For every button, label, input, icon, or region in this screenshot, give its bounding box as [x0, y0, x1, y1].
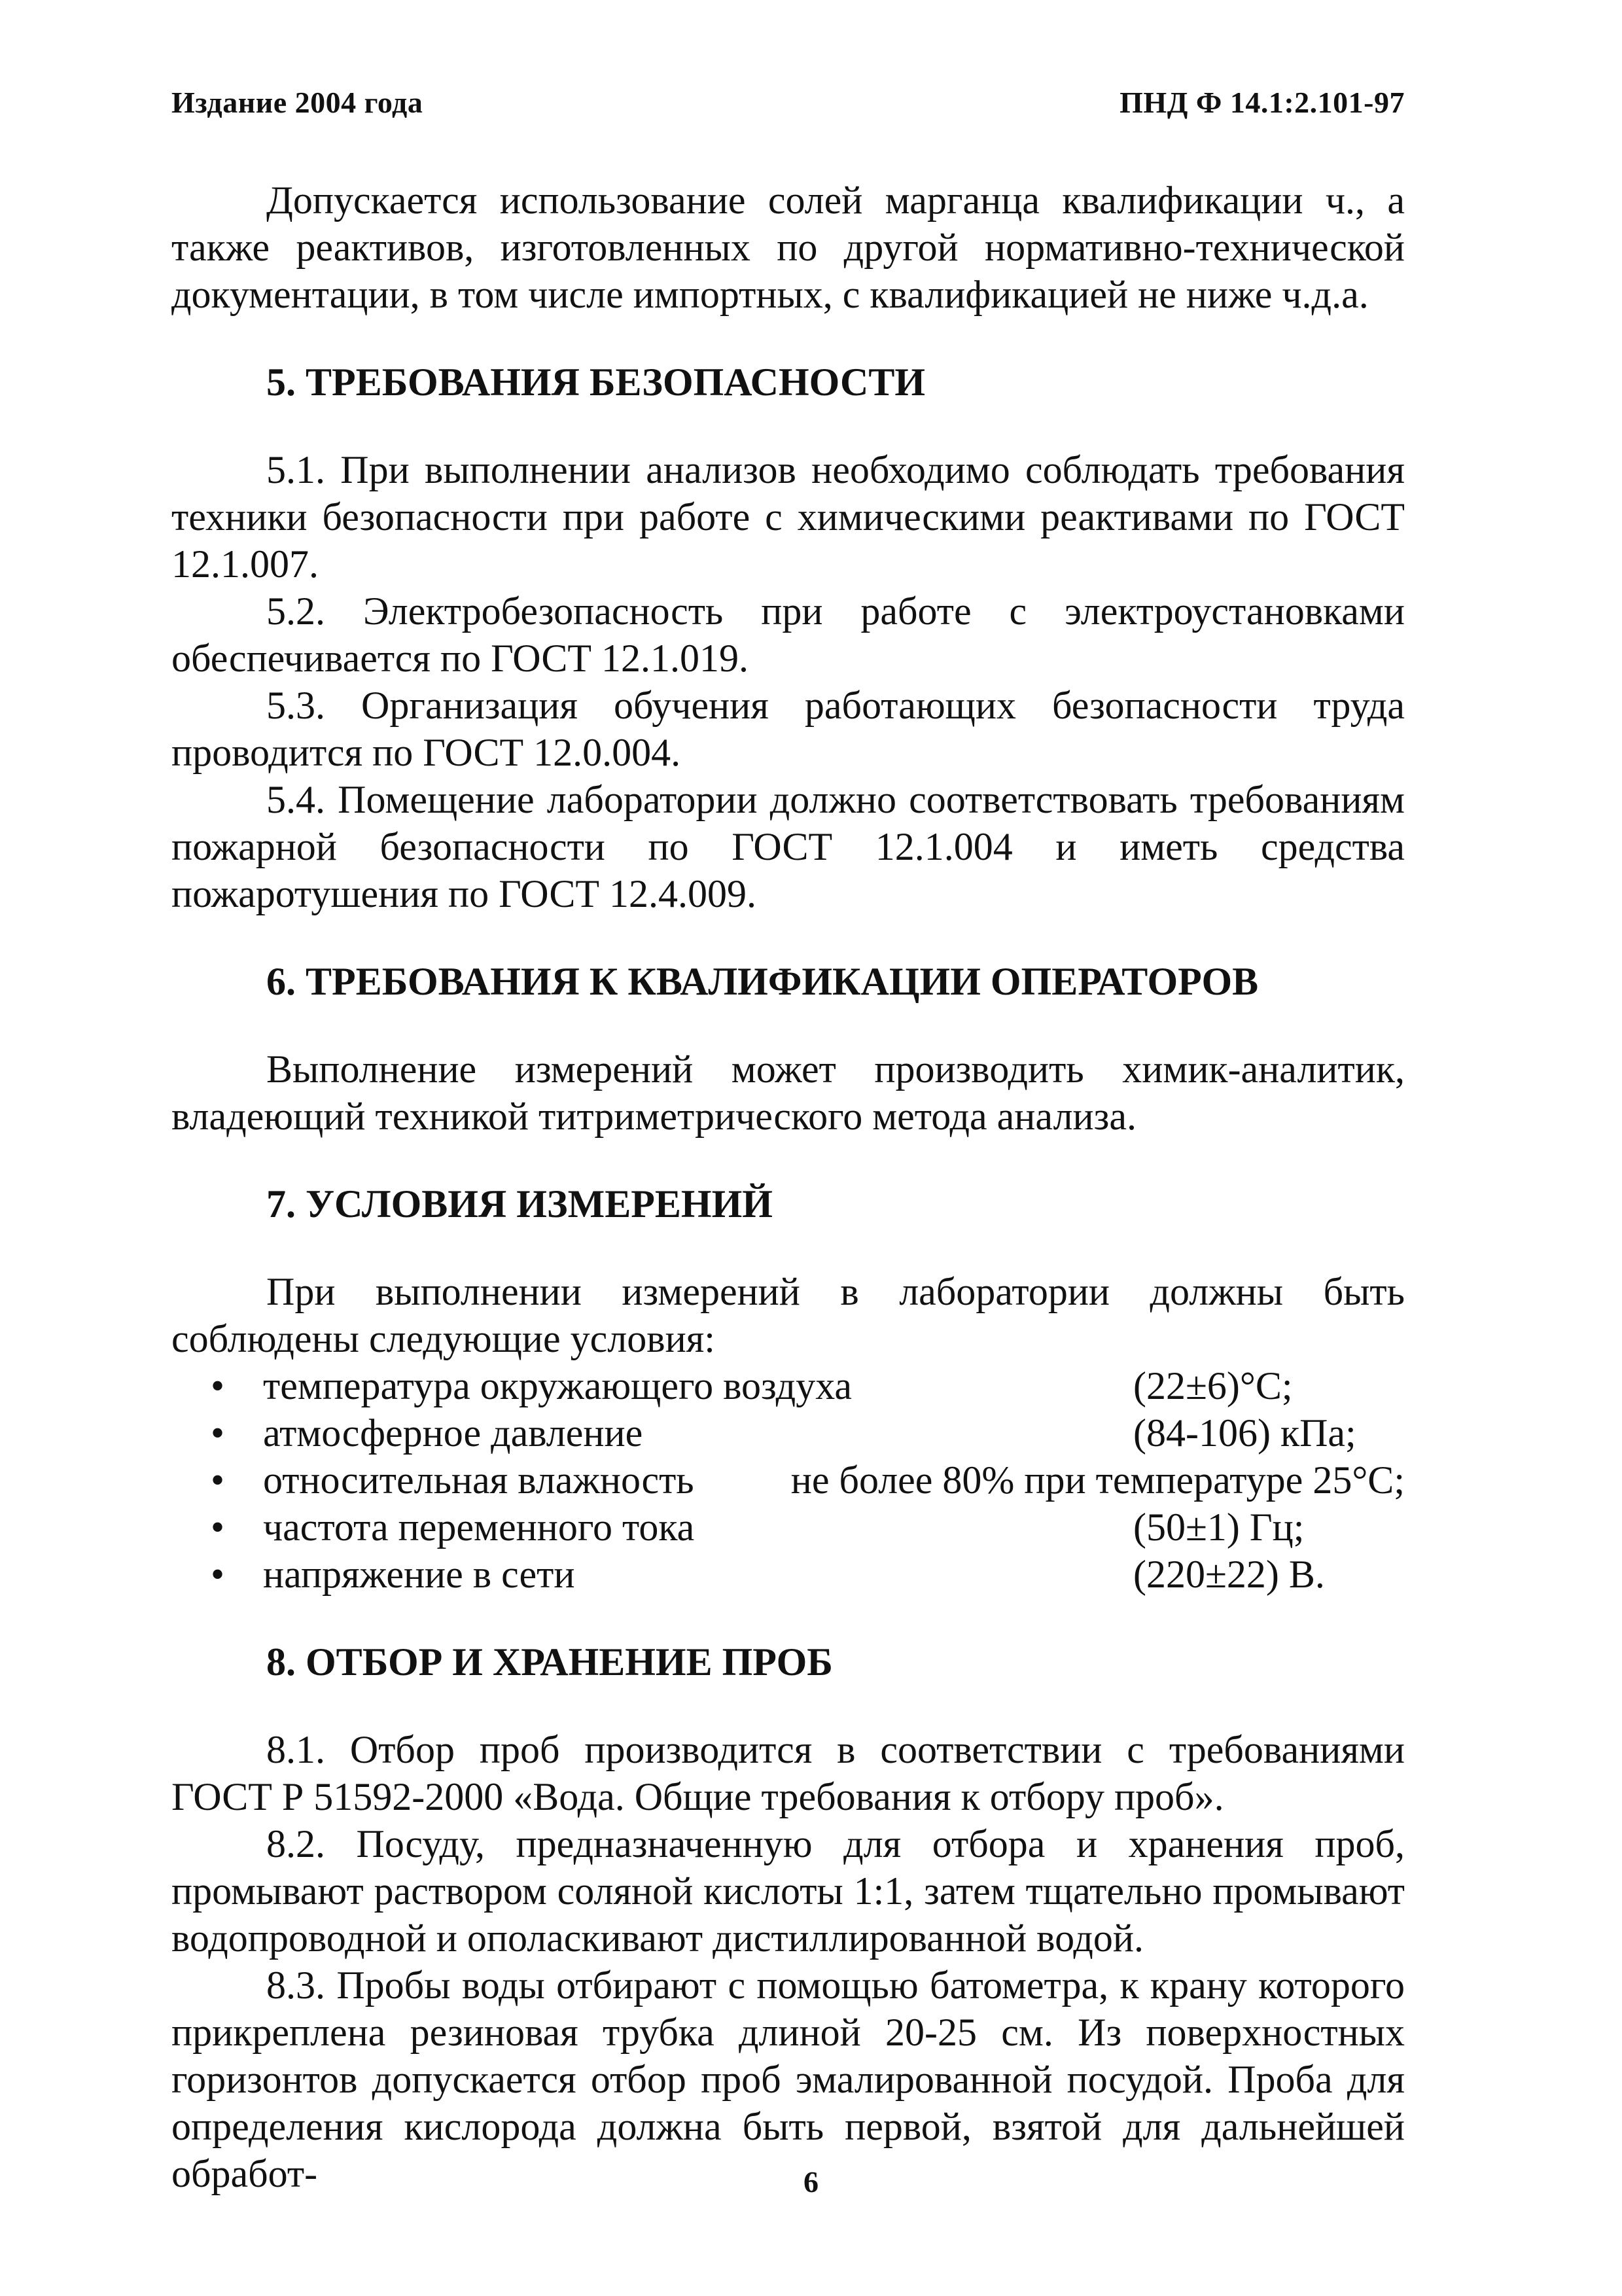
bullet-icon: •: [211, 1458, 225, 1502]
condition-label: частота переменного тока: [263, 1506, 695, 1549]
paragraph-8-1: 8.1. Отбор проб производится в соответствии с требованиями ГОСТ Р 51592-2000 «Вода. Общие требования к отбору проб».: [171, 1728, 1405, 1818]
condition-label: атмосферное давление: [263, 1411, 643, 1455]
bullet-icon: •: [211, 1364, 225, 1407]
condition-item: [171, 1362, 1405, 1409]
paragraph-5-3: 5.3. Организация обучения работающих безопасности труда проводится по ГОСТ 12.0.004.: [171, 684, 1405, 774]
bullet-icon: •: [211, 1553, 225, 1596]
condition-value: (84-106) кПа;: [1133, 1411, 1356, 1455]
section-6-title: 6. ТРЕБОВАНИЯ К КВАЛИФИКАЦИИ ОПЕРАТОРОВ: [266, 960, 1259, 1003]
paragraph-5-2: 5.2. Электробезопасность при работе с электроустановками обеспечивается по ГОСТ 12.1.019.: [171, 590, 1405, 680]
condition-item: [171, 1409, 1405, 1457]
section-8-title: 8. ОТБОР И ХРАНЕНИЕ ПРОБ: [266, 1640, 833, 1684]
edition-label: Издание 2004 года: [171, 86, 423, 119]
page-number: 6: [803, 2165, 819, 2199]
section-7-title: 7. УСЛОВИЯ ИЗМЕРЕНИЙ: [266, 1182, 773, 1226]
condition-value: (50±1) Гц;: [1133, 1506, 1305, 1549]
condition-label: температура окружающего воздуха: [263, 1364, 853, 1407]
paragraph-8-3: 8.3. Пробы воды отбирают с помощью батометра, к крану которого прикреплена резиновая трубка длиной 20-25 см. Из поверхностных горизонтов допускается отбор проб эмалированной посудой. Проба для определения кислорода должна быть первой, взятой для дальнейшей обработ-: [171, 1964, 1405, 2195]
paragraph-5-4: 5.4. Помещение лаборатории должно соответствовать требованиям пожарной безопасности по ГОСТ 12.1.004 и иметь средства пожаротушения по ГОСТ 12.4.009.: [171, 778, 1405, 915]
paragraph-8-2: 8.2. Посуду, предназначенную для отбора и хранения проб, промывают раствором соляной кислоты 1:1, затем тщательно промывают водопроводной и ополаскивают дистиллированной водой.: [171, 1822, 1405, 1960]
paragraph-7: При выполнении измерений в лаборатории должны быть соблюдены следующие условия:: [171, 1270, 1405, 1360]
condition-item: [171, 1551, 1405, 1598]
condition-value: (22±6)°С;: [1133, 1364, 1293, 1407]
condition-value: (220±22) В.: [1133, 1553, 1325, 1596]
condition-item: [171, 1504, 1405, 1551]
condition-item: [171, 1457, 1405, 1504]
section-5-title: 5. ТРЕБОВАНИЯ БЕЗОПАСНОСТИ: [266, 361, 926, 404]
document-code: ПНД Ф 14.1:2.101-97: [1120, 86, 1405, 119]
condition-label: относительная влажность: [263, 1458, 694, 1502]
paragraph-5-1: 5.1. При выполнении анализов необходимо соблюдать требования техники безопасности при работе с химическими реактивами по ГОСТ 12.1.007.: [171, 448, 1405, 586]
bullet-icon: •: [211, 1506, 225, 1549]
intro-paragraph: Допускается использование солей марганца квалификации ч., а также реактивов, изготовленных по другой нормативно-технической документации, в том числе импортных, с квалификацией не ниже ч.д.а.: [171, 179, 1405, 316]
condition-value: не более 80% при температуре 25°С;: [790, 1458, 1405, 1502]
conditions-list: [171, 1362, 1405, 1598]
page-content: [171, 177, 1405, 2197]
condition-label: напряжение в сети: [263, 1553, 575, 1596]
paragraph-6: Выполнение измерений может производить химик-аналитик, владеющий техникой титриметрического метода анализа.: [171, 1048, 1405, 1138]
bullet-icon: •: [211, 1411, 225, 1455]
